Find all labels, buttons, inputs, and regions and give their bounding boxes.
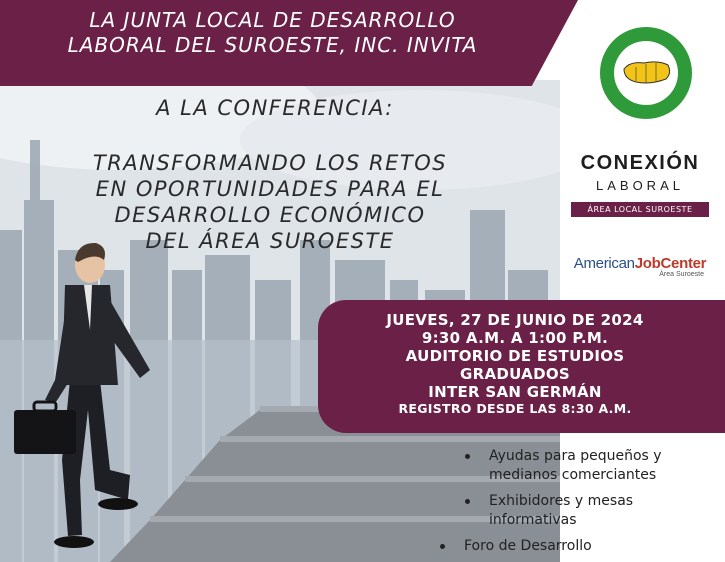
event-place-line-2: GRADUADOS xyxy=(460,365,570,383)
conexion-subtitle: LABORAL xyxy=(596,178,684,193)
list-item-line: Ayudas para pequeños y xyxy=(489,448,662,464)
list-item-line: informativas xyxy=(489,512,577,528)
ajc-area: Área Suroeste xyxy=(659,271,704,278)
ajc-jobcenter: JobCenter xyxy=(634,255,707,272)
conexion-area-bar: ÁREA LOCAL SUROESTE xyxy=(571,202,709,217)
list-item xyxy=(465,492,725,530)
title-line: DESARROLLO ECONÓMICO xyxy=(114,203,426,227)
list-item-line: Foro de Desarrollo xyxy=(464,538,592,554)
ajc-american: American xyxy=(573,255,635,272)
event-details xyxy=(330,311,700,417)
banner-line-2: LABORAL DEL SUROESTE, INC. INVITA xyxy=(67,33,478,57)
conexion-laboral-logo xyxy=(565,152,715,217)
title-line: DEL ÁREA SUROESTE xyxy=(145,229,395,253)
title-line: EN OPORTUNIDADES PARA EL xyxy=(95,177,445,201)
conference-title xyxy=(60,150,480,254)
conexion-title: CONEXIÓN xyxy=(580,152,700,174)
conference-intro: A LA CONFERENCIA: xyxy=(156,96,394,120)
event-date: JUEVES, 27 DE JUNIO DE 2024 xyxy=(386,311,644,329)
list-item-line: Exhibidores y mesas xyxy=(489,493,634,509)
bullet-icon xyxy=(465,454,470,459)
event-place-line-1: AUDITORIO DE ESTUDIOS xyxy=(405,347,625,365)
american-job-center-logo xyxy=(560,255,720,278)
title-line: TRANSFORMANDO LOS RETOS xyxy=(92,151,448,175)
junta-local-seal-logo xyxy=(600,27,692,119)
event-registration: REGISTRO DESDE LAS 8:30 A.M. xyxy=(398,401,632,416)
banner-heading xyxy=(0,8,545,58)
list-item xyxy=(440,537,725,556)
puerto-rico-map-icon xyxy=(600,27,692,119)
event-time: 9:30 A.M. A 1:00 P.M. xyxy=(421,329,609,347)
bullet-icon xyxy=(440,544,445,549)
bullet-icon xyxy=(465,499,470,504)
banner-line-1: LA JUNTA LOCAL DE DESARROLLO xyxy=(89,8,456,32)
highlights-list xyxy=(440,447,725,562)
event-venue: INTER SAN GERMÁN xyxy=(428,383,602,401)
list-item xyxy=(465,447,725,485)
list-item-line: medianos comerciantes xyxy=(489,467,657,483)
